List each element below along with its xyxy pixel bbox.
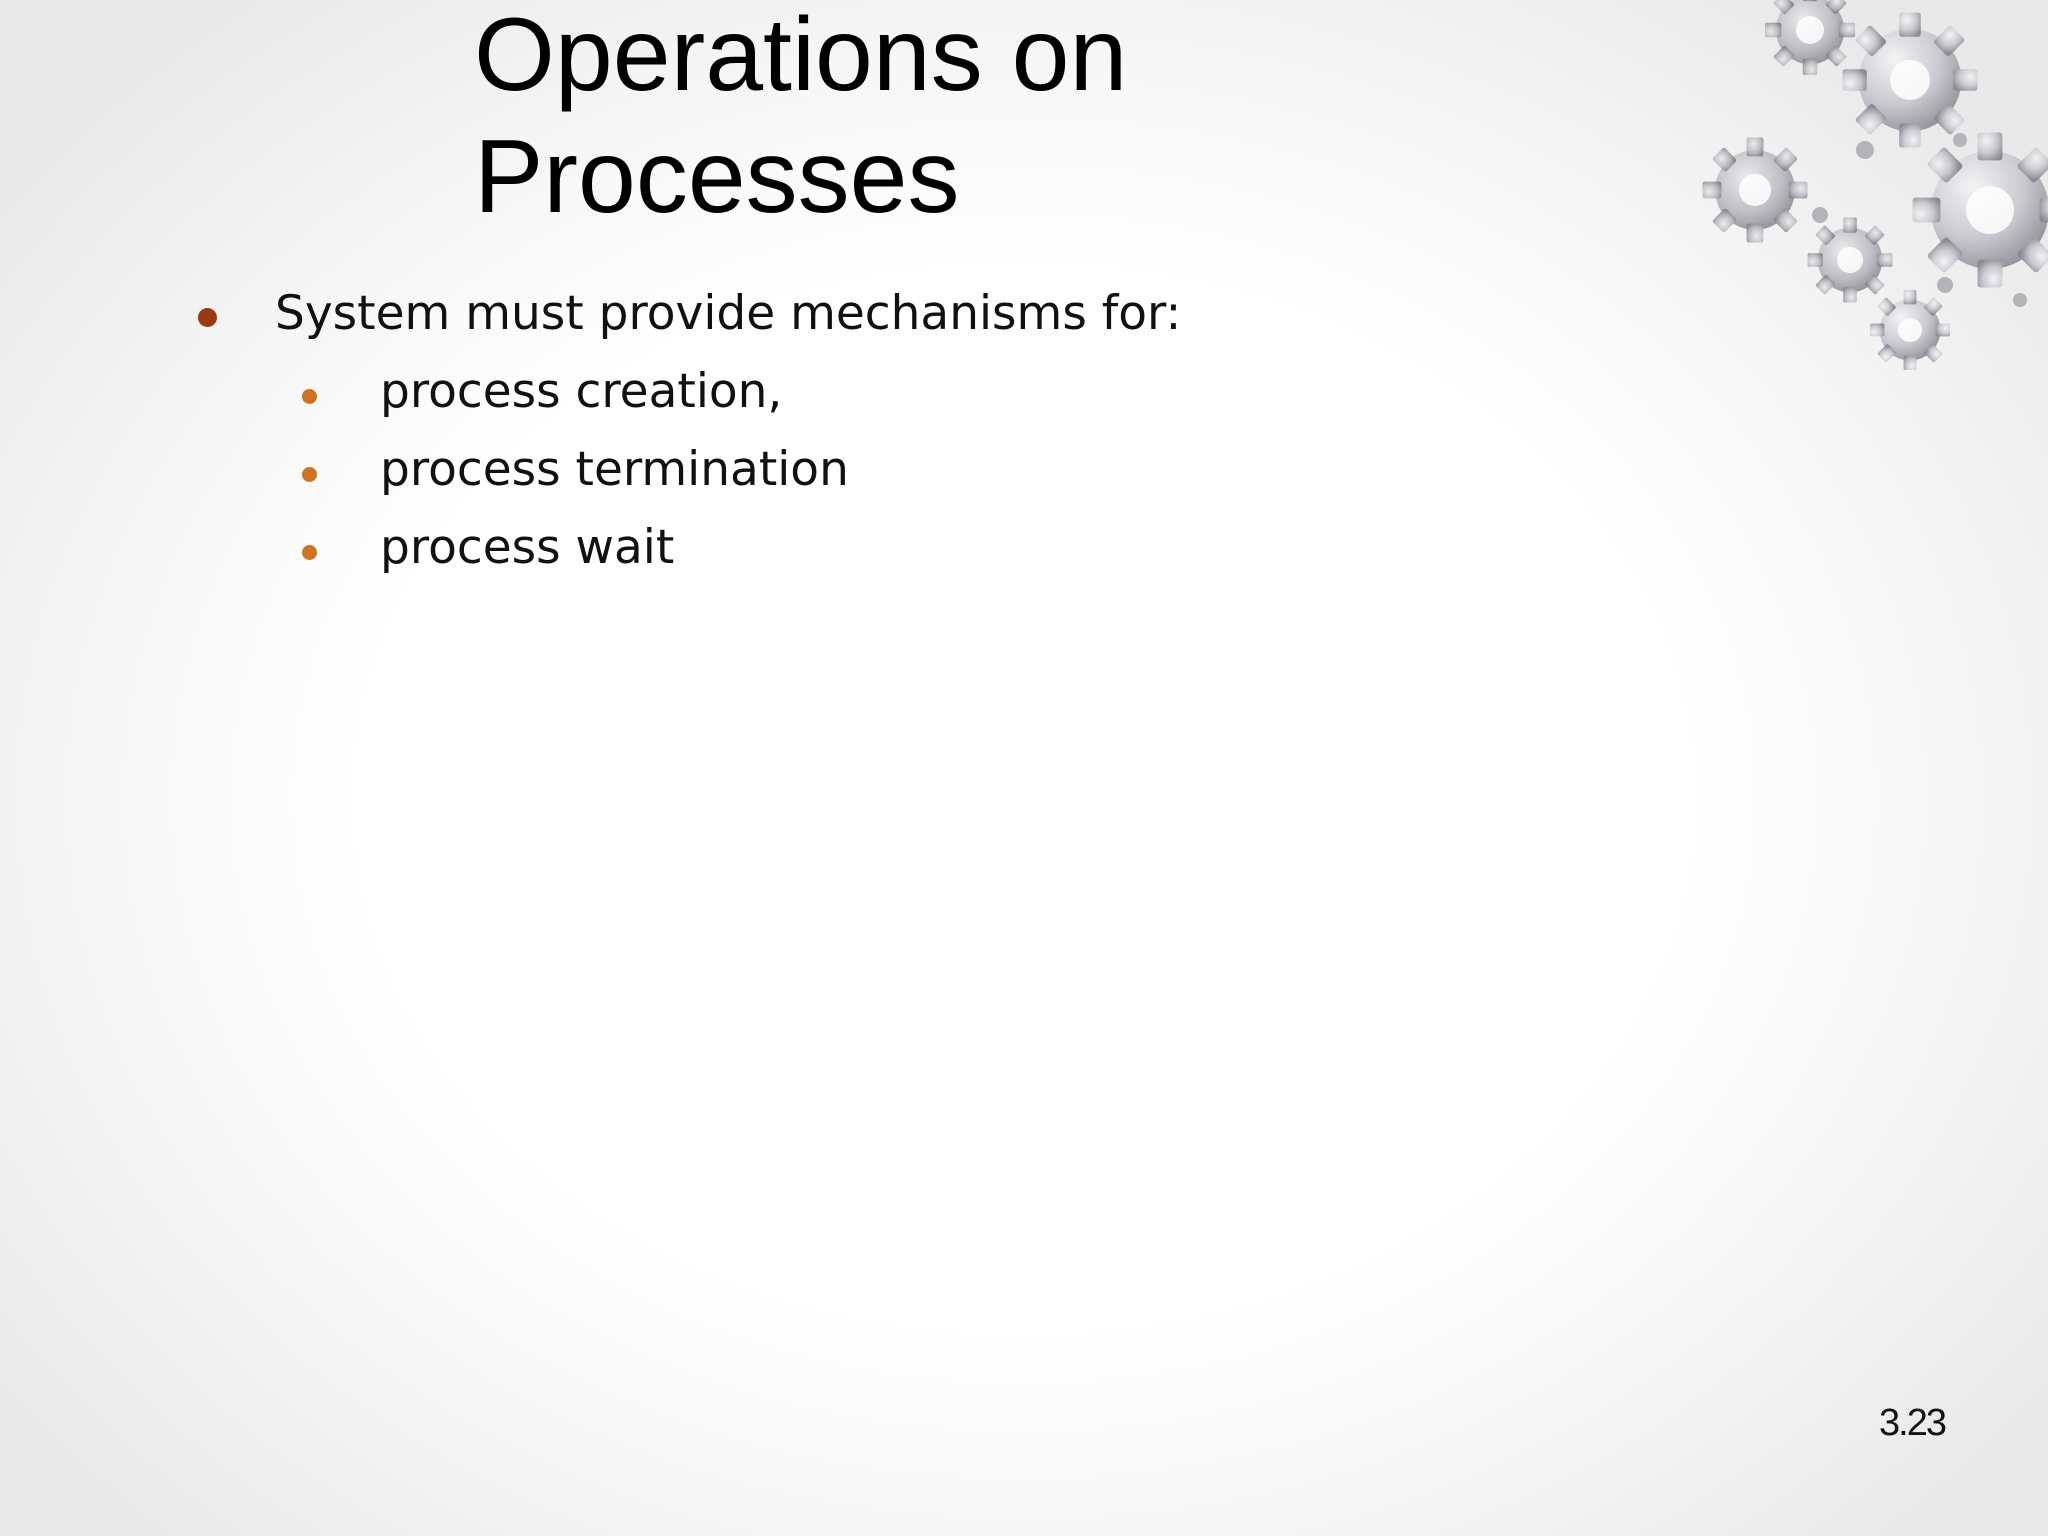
slide-title-line-1: Operations on (474, 0, 1128, 113)
bullet-item (0, 282, 1400, 360)
sub-bullet-text: process creation, (380, 364, 783, 419)
slide-title (474, 0, 1127, 238)
page-number: 3.23 (1879, 1402, 1945, 1444)
sub-bullet-item (0, 516, 1400, 594)
sub-bullet-dot-icon (302, 545, 317, 560)
sub-bullet-dot-icon (302, 389, 317, 404)
slide-title-line-2: Processes (474, 119, 960, 235)
sub-bullet-text: process termination (380, 442, 849, 497)
sub-bullet-item (0, 438, 1400, 516)
gears-icon (1660, 0, 2048, 400)
sub-bullet-text: process wait (380, 520, 675, 575)
bullet-text: System must provide mechanisms for: (275, 286, 1182, 341)
sub-bullet-dot-icon (302, 467, 317, 482)
bullet-dot-icon (198, 308, 217, 327)
sub-bullet-item (0, 360, 1400, 438)
bullet-list (0, 282, 1400, 594)
